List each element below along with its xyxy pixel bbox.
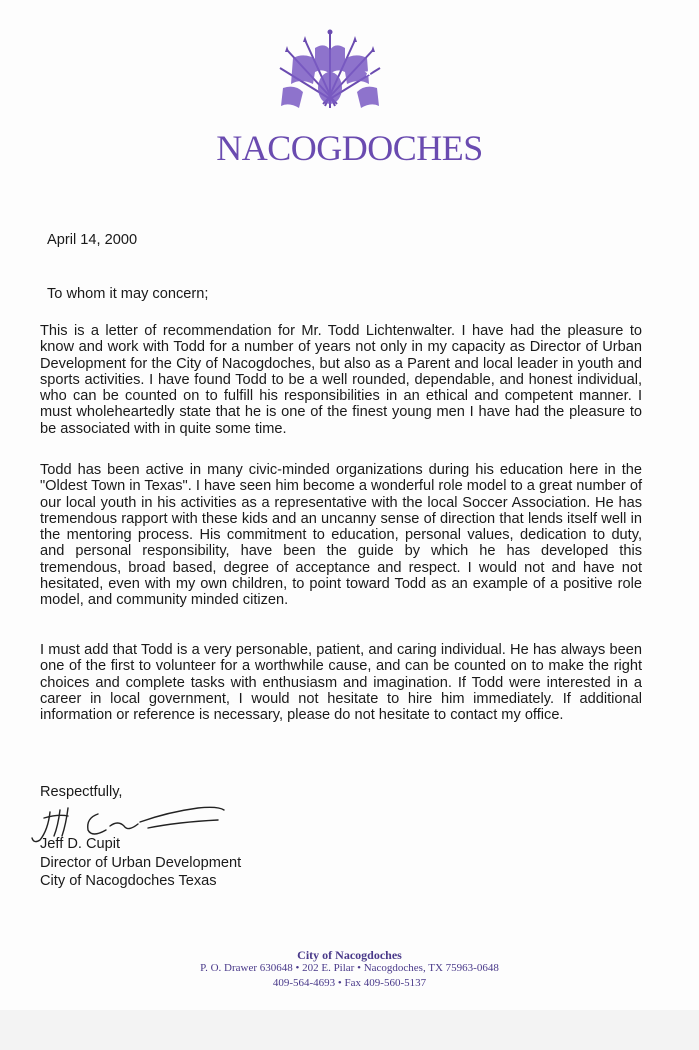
flags-emblem-icon — [275, 28, 385, 116]
footer-address: P. O. Drawer 630648 • 202 E. Pilar • Nacogdoches, TX 75963-0648 — [200, 962, 499, 974]
paragraph-2: Todd has been active in many civic-minded organizations during his education here in the "Oldest Town in Texas". I have seen him become a wonderful role model to a great number of our local youth in his activities as a representative with the local Soccer Association. He has tremendous rapport with these kids and an uncanny sense of direction that lends itself well in the mentoring process. His commitment to education, personal values, dedication to duty, and personal responsibility, have been the guide by which he has developed this tremendous, broad based, degree of acceptance and respect. I would not and have not hesitated, even with my own children, to point toward Todd as an example of a positive role model, and community minded citizen. — [40, 462, 643, 609]
paragraph-3: I must add that Todd is a very personable, patient, and caring individual. He has always been one of the first to volunteer for a worthwhile cause, and can be counted on to make the right choices and complete tasks with enthusiasm and imagination. If Todd were interested in a career in local government, I would not hesitate to hire him immediately. If additional information or reference is necessary, please do not hesitate to contact my office. — [40, 642, 642, 724]
letter-date: April 14, 2000 — [47, 232, 138, 248]
letter-salutation: To whom it may concern; — [47, 286, 209, 302]
page-bottom-edge — [0, 1010, 699, 1050]
letter-closing: Respectfully, — [40, 784, 123, 800]
signer-name: Jeff D. Cupit — [40, 836, 121, 852]
signer-organization: City of Nacogdoches Texas — [40, 873, 217, 889]
svg-text:★: ★ — [364, 68, 373, 79]
signer-title: Director of Urban Development — [40, 855, 242, 871]
footer-org-name: City of Nacogdoches — [297, 948, 402, 962]
brand-name: NACOGDOCHES — [216, 128, 483, 168]
paragraph-1: This is a letter of recommendation for Mr. Todd Lichtenwalter. I have had the pleasure to know and work with Todd for a number of years not only in my capacity as Director of Urban Development for the City of Nacogdoches, but also as a Parent and local leader in youth and sports activities. I have found Todd to be a well rounded, dependable, and honest individual, who can be counted on to fulfill his responsibilities in an ethical and competent manner. I must wholeheartedly state that he is one of the finest young men I have had the pleasure to be associated with in quite some time. — [40, 323, 642, 437]
footer-phone: 409-564-4693 • Fax 409-560-5137 — [272, 977, 427, 989]
